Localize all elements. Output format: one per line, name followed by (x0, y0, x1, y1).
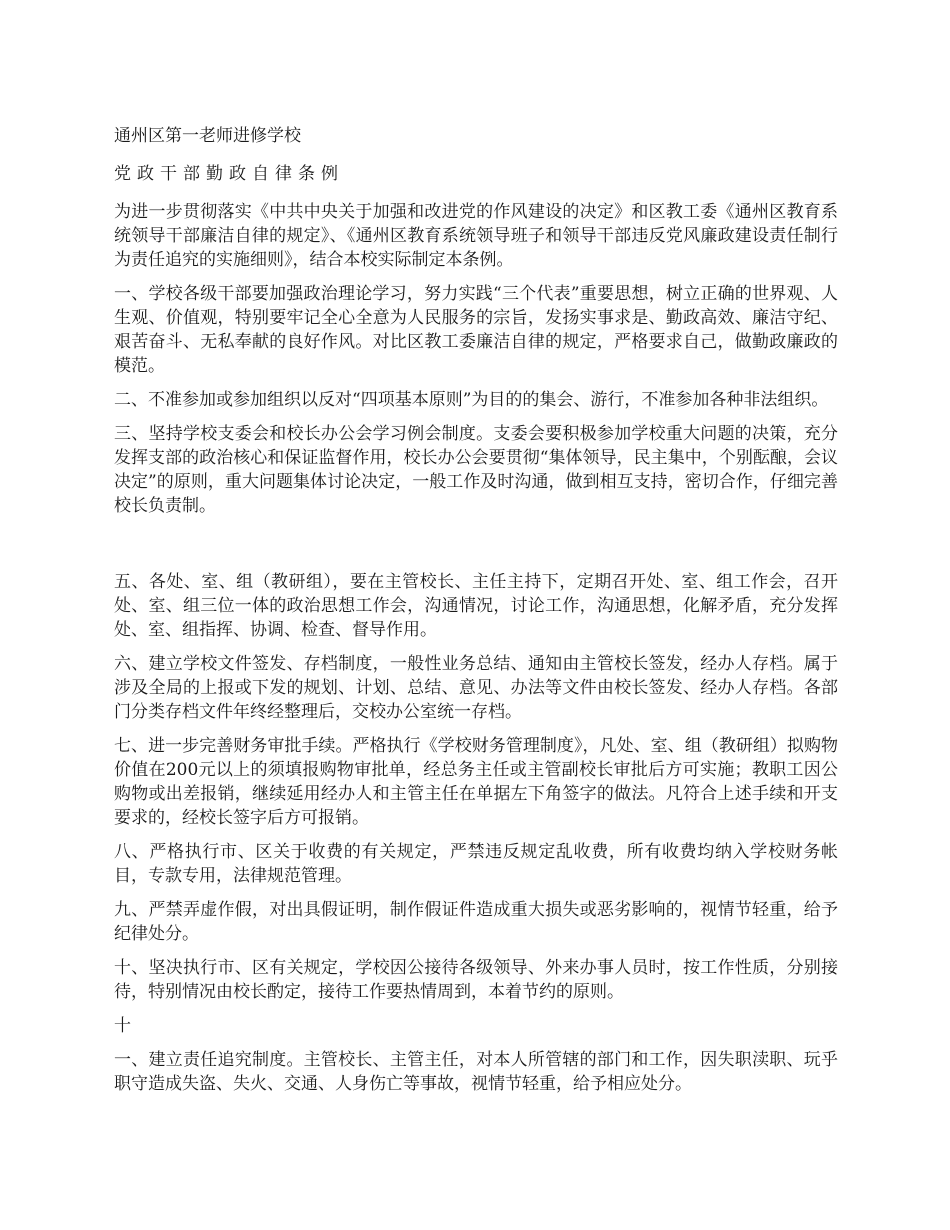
article-8: 八、严格执行市、区关于收费的有关规定，严禁违反规定乱收费，所有收费均纳入学校财务帐目，专款专用，法律规范管理。 (114, 842, 838, 886)
article-3: 三、坚持学校支委会和校长办公会学习例会制度。支委会要积极参加学校重大问题的决策，充分发挥支部的政治核心和保证监督作用，校长办公会要贯彻“集体领导，民主集中，个别酝酿，会议决定”的原则，重大问题集体讨论决定，一般工作及时沟通，做到相互支持，密切合作，仔细完善校长负责制。 (114, 424, 838, 516)
article-9: 九、严禁弄虚作假，对出具假证明，制作假证件造成重大损失或恶劣影响的，视情节轻重，给予纪律处分。 (114, 900, 838, 944)
article-1: 一、学校各级干部要加强政治理论学习，努力实践“三个代表”重要思想，树立正确的世界观、人生观、价值观，特别要牢记全心全意为人民服务的宗旨，发扬实事求是、勤政高效、廉洁守纪、艰苦奋斗、无私奉献的良好作风。对比区教工委廉洁自律的规定，严格要求自己，做勤政廉政的模范。 (114, 284, 838, 376)
org-heading: 通州区第一老师进修学校 (114, 126, 301, 146)
article-2: 二、不准参加或参加组织以反对“四项基本原则”为目的的集会、游行，不准参加各种非法组织。 (114, 390, 829, 410)
article-6: 六、建立学校文件签发、存档制度，一般性业务总结、通知由主管校长签发，经办人存档。属于涉及全局的上报或下发的规划、计划、总结、意见、办法等文件由校长签发、经办人存档。各部门分类存档文件年终经整理后，交校办公室统一存档。 (114, 654, 838, 722)
article-5: 五、各处、室、组（教研组），要在主管校长、主任主持下，定期召开处、室、组工作会，召开处、室、组三位一体的政治思想工作会，沟通情况，讨论工作，沟通思想，化解矛盾，充分发挥处、室、组指挥、协调、检查、督导作用。 (114, 572, 838, 640)
intro-paragraph: 为进一步贯彻落实《中共中央关于加强和改进党的作风建设的决定》和区教工委《通州区教育系统领导干部廉洁自律的规定》、《通州区教育系统领导班子和领导干部违反党风廉政建设责任制行为责任追究的实施细则》，结合本校实际制定本条例。 (114, 202, 838, 270)
article-11-number: 十 (114, 1016, 131, 1036)
document-body (114, 124, 838, 1106)
article-7: 七、进一步完善财务审批手续。严格执行《学校财务管理制度》，凡处、室、组（教研组）拟购物价值在200元以上的须填报购物审批单，经总务主任或主管副校长审批后方可实施；教职工因公购物或出差报销，继续延用经办人和主管主任在单据左下角签字的做法。凡符合上述手续和开支要求的，经校长签字后方可报销。 (114, 736, 838, 828)
document-title: 党政干部勤政自律条例 (114, 164, 344, 184)
blank-gap (114, 528, 838, 570)
article-11: 一、建立责任追究制度。主管校长、主管主任，对本人所管辖的部门和工作，因失职渎职、玩乎职守造成失盗、失火、交通、人身伤亡等事故，视情节轻重，给予相应处分。 (114, 1050, 838, 1094)
article-10: 十、坚决执行市、区有关规定，学校因公接待各级领导、外来办事人员时，按工作性质，分别接待，特别情况由校长酌定，接待工作要热情周到，本着节约的原则。 (114, 958, 838, 1002)
